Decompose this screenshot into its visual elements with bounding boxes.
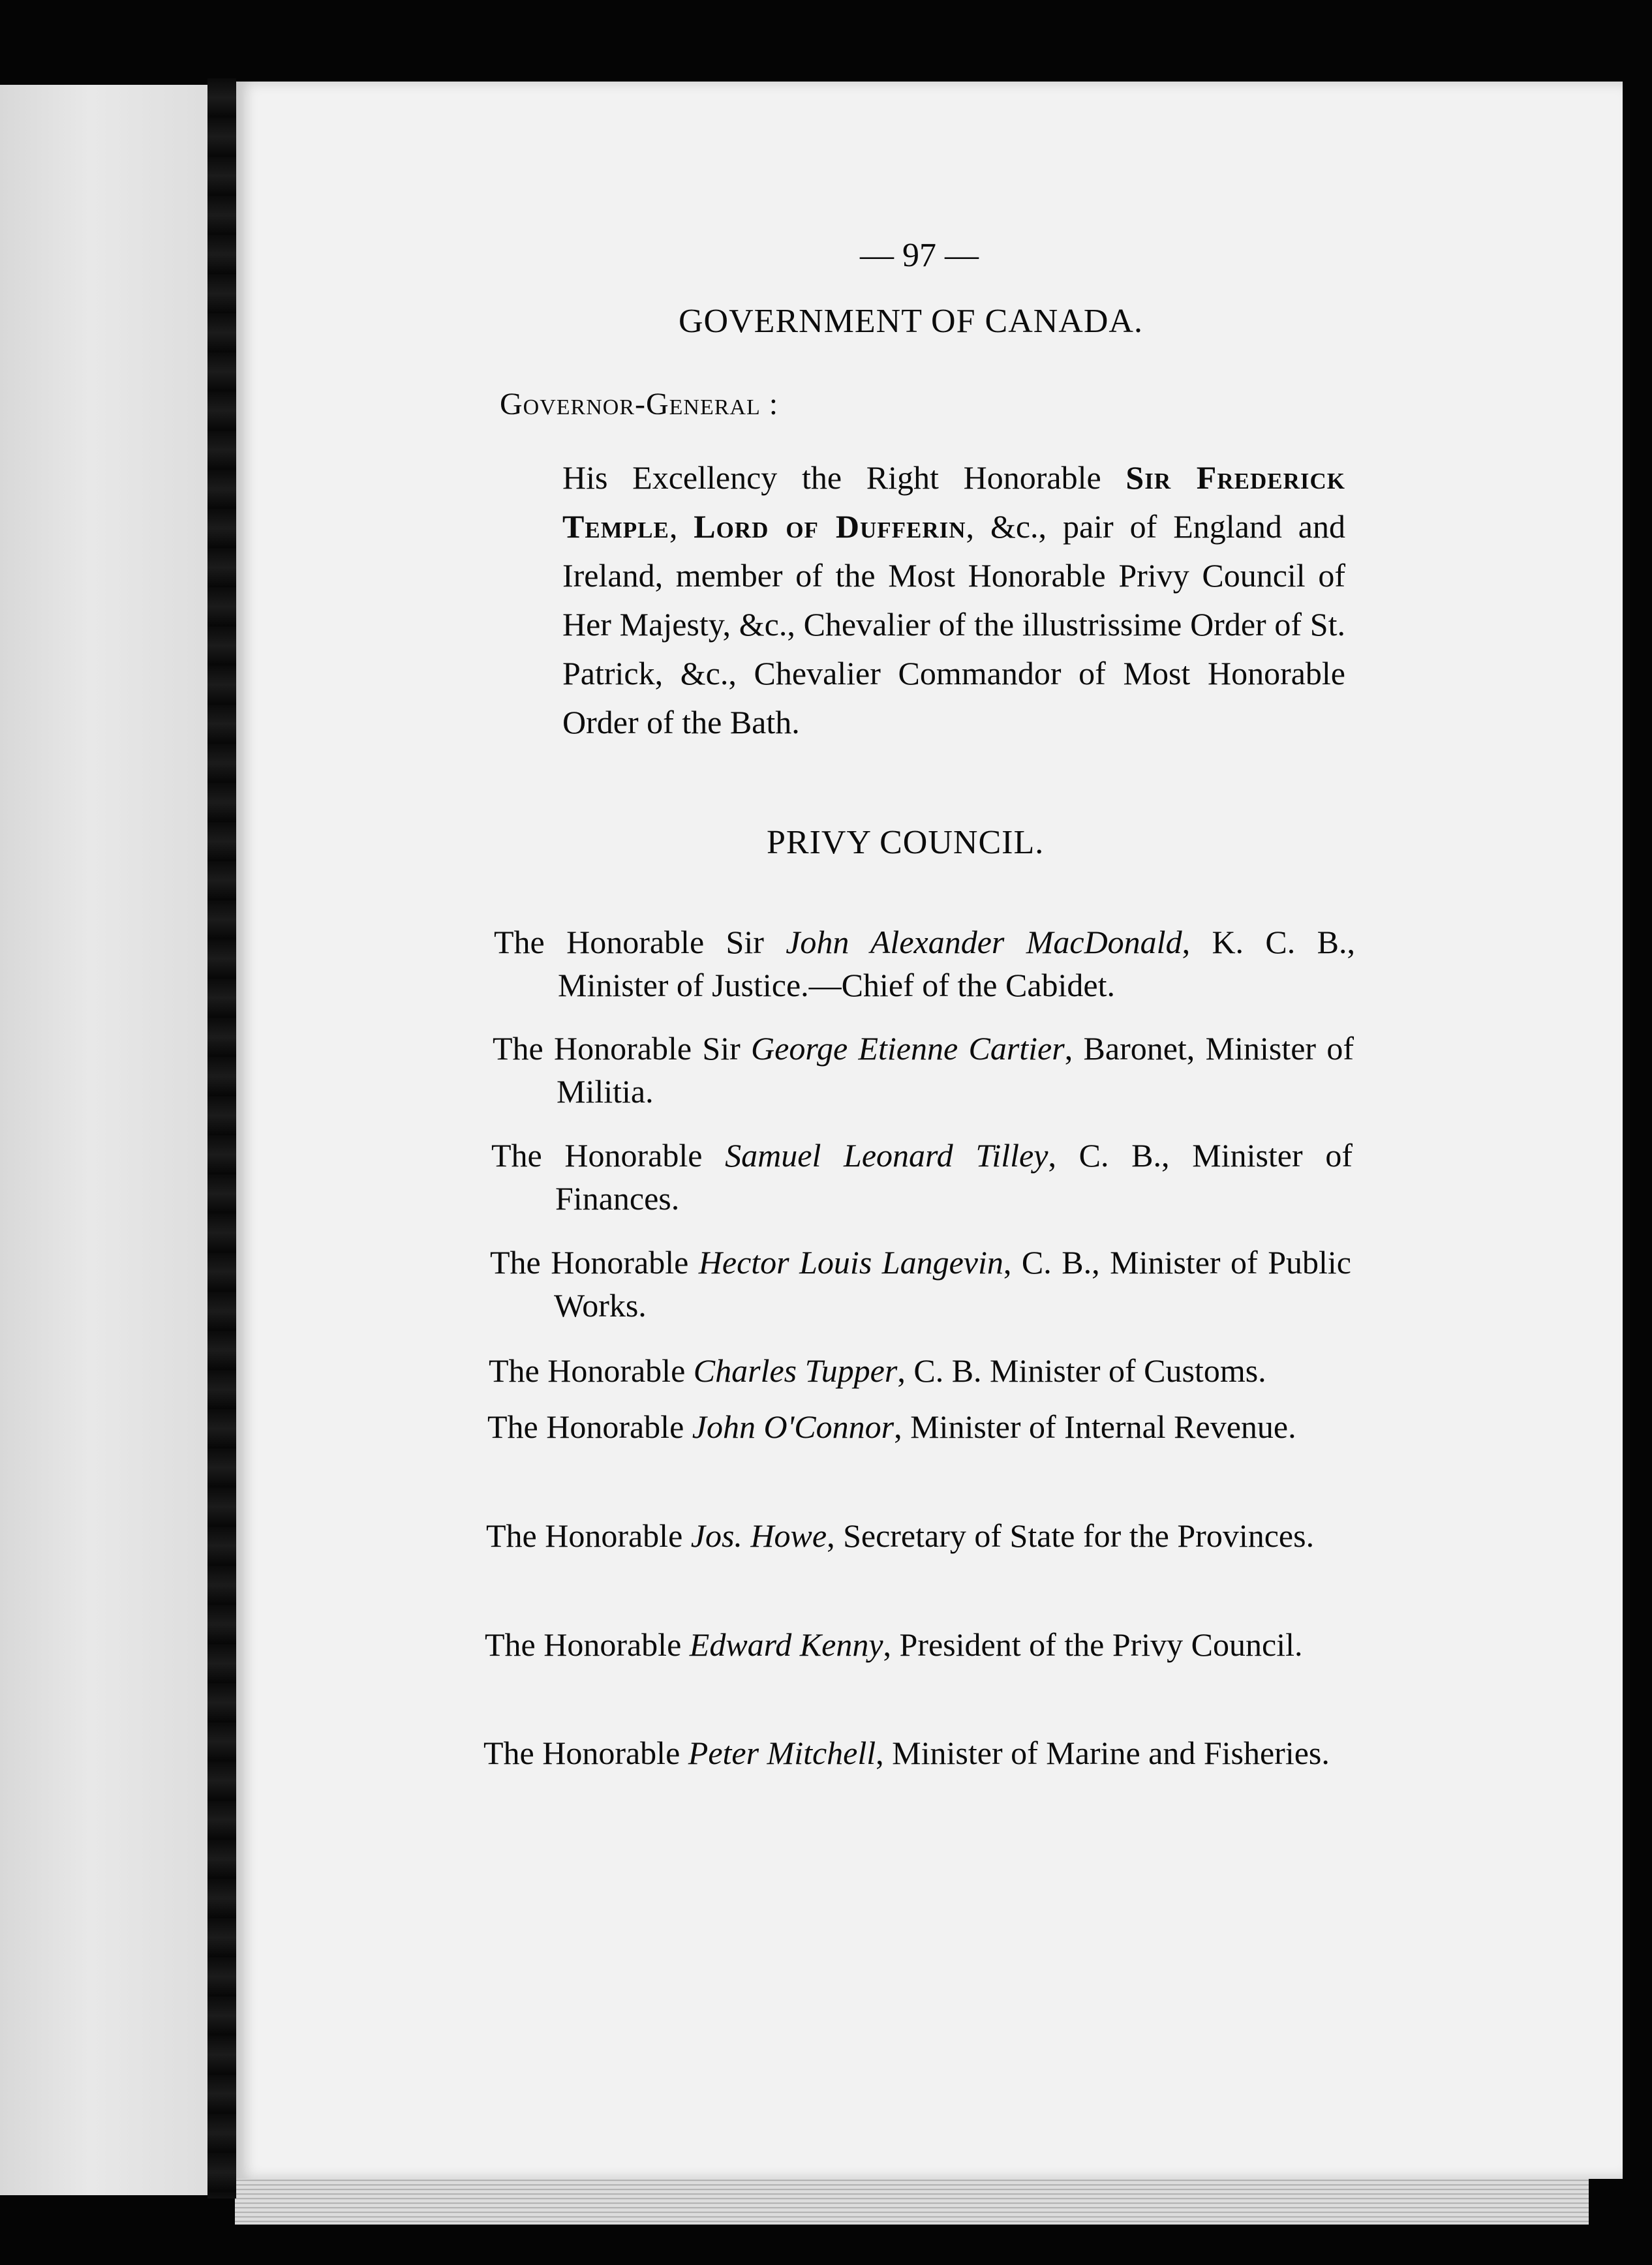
privy-council-heading: PRIVY COUNCIL. [767, 824, 1045, 861]
entry-name: Edward Kenny [689, 1626, 883, 1663]
entry-prefix: The Honorable [485, 1626, 690, 1663]
entry-suffix: , C. B., Minister of Finances. [555, 1137, 1353, 1217]
entry-suffix: , Baronet, Minister of Militia. [557, 1030, 1354, 1110]
council-entry [485, 1623, 1346, 1666]
council-entry [486, 1514, 1347, 1557]
governor-general-paragraph [562, 453, 1345, 747]
entry-suffix: , K. C. B., Minister of Justice.—Chief of the Cabidet. [558, 924, 1355, 1003]
governor-general-label: Governor-General : [500, 387, 779, 421]
gg-text-1: His Excellency the Right Honorable [562, 459, 1126, 496]
entry-prefix: The Honorable [491, 1137, 726, 1174]
entry-name: George Etienne Cartier [751, 1030, 1065, 1067]
council-entry [487, 1405, 1349, 1448]
entry-name: Charles Tupper [693, 1352, 898, 1389]
page-number: — 97 — [860, 237, 979, 274]
council-entry [491, 1134, 1353, 1220]
gg-text-2: , [669, 508, 694, 545]
entry-prefix: The Honorable [487, 1408, 692, 1445]
entry-name: John O'Connor [692, 1408, 895, 1445]
entry-suffix: , C. B., Minister of Public Works. [554, 1244, 1351, 1324]
council-entry [493, 1027, 1354, 1113]
entry-prefix: The Honorable [486, 1517, 691, 1554]
gg-text-3: , &c., pair of England and Ireland, member of the Most Honorable Privy Council of Her Majesty, &c., Chevalier of the illustrissime Order of St. Patrick, &c., Chevalier Commandor of Most Honorable Order of the Bath. [562, 508, 1345, 740]
entry-suffix: , Minister of Marine and Fisheries. [876, 1735, 1330, 1771]
book-binding [207, 78, 236, 2198]
gg-title-2: Lord of Dufferin [694, 508, 966, 545]
entry-prefix: The Honorable Sir [494, 924, 786, 960]
entry-prefix: The Honorable [483, 1735, 688, 1771]
entry-name: Hector Louis Langevin [698, 1244, 1003, 1281]
page-edges [235, 2172, 1589, 2225]
entry-suffix: , President of the Privy Council. [883, 1626, 1303, 1663]
entry-name: Jos. Howe [690, 1517, 827, 1554]
council-entry [483, 1731, 1345, 1774]
entry-suffix: , Secretary of State for the Provinces. [827, 1517, 1315, 1554]
council-entry [494, 920, 1355, 1007]
entry-suffix: , C. B. Minister of Customs. [897, 1352, 1266, 1389]
entry-prefix: The Honorable [490, 1244, 699, 1281]
entry-prefix: The Honorable [489, 1352, 694, 1389]
council-entry [490, 1241, 1351, 1327]
entry-prefix: The Honorable Sir [493, 1030, 752, 1067]
council-entry [489, 1349, 1350, 1392]
entry-name: John Alexander MacDonald [786, 924, 1182, 960]
page-title: GOVERNMENT OF CANADA. [679, 303, 1143, 340]
gg-title-1: Sir Frederick Temple [562, 459, 1345, 545]
entry-name: Peter Mitchell [688, 1735, 876, 1771]
right-page [236, 82, 1623, 2179]
entry-suffix: , Minister of Internal Revenue. [894, 1408, 1296, 1445]
left-page [0, 85, 225, 2195]
entry-name: Samuel Leonard Tilley [725, 1137, 1048, 1174]
